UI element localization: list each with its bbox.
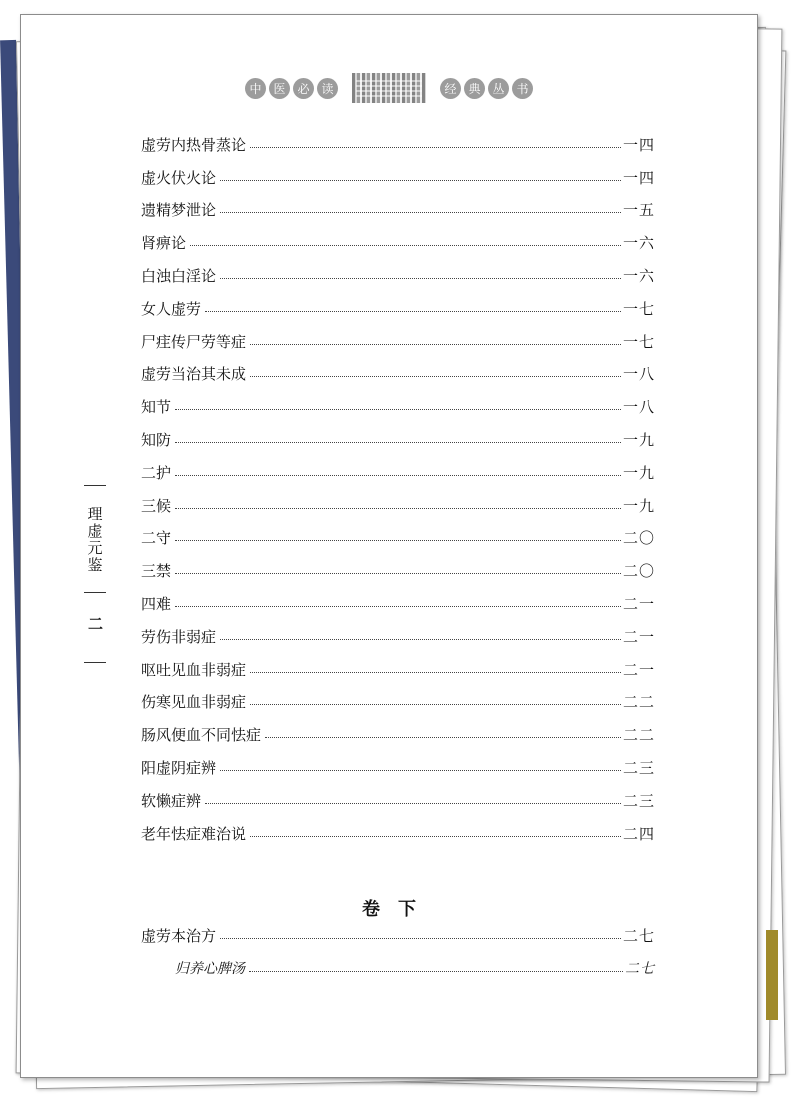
toc-entry[interactable] xyxy=(141,128,655,161)
dot-leader xyxy=(205,802,621,804)
dot-leader xyxy=(175,605,621,607)
series-char: 医 xyxy=(269,78,290,99)
toc-entry-page: 二一 xyxy=(622,660,655,679)
series-logo-icon xyxy=(352,73,426,103)
book-title: 理虚元鉴 xyxy=(85,506,104,574)
toc-entry-page: 二二 xyxy=(622,693,655,712)
page-number: 二 xyxy=(87,615,102,633)
series-char: 经 xyxy=(440,78,461,99)
toc-entry-page: 一九 xyxy=(622,463,655,482)
document-page xyxy=(20,14,758,1078)
toc-entry-title: 虚火伏火论 xyxy=(141,168,217,187)
table-of-contents-section-2 xyxy=(141,919,655,985)
dot-leader xyxy=(250,835,621,837)
series-char: 书 xyxy=(512,78,533,99)
toc-entry-title: 知节 xyxy=(141,398,172,417)
divider xyxy=(84,592,106,593)
series-header xyxy=(21,71,757,105)
toc-entry[interactable] xyxy=(141,325,655,358)
toc-entry-title: 二护 xyxy=(141,463,172,482)
series-char: 丛 xyxy=(488,78,509,99)
dot-leader xyxy=(175,441,621,443)
toc-entry-page: 一九 xyxy=(622,496,655,515)
toc-entry[interactable] xyxy=(141,919,655,952)
toc-entry-title: 遗精梦泄论 xyxy=(141,201,217,220)
toc-entry-title: 四难 xyxy=(141,595,172,614)
toc-entry[interactable] xyxy=(141,751,655,784)
toc-entry-page: 一四 xyxy=(622,135,655,154)
toc-entry-page: 二〇 xyxy=(622,529,655,548)
toc-entry-title: 虚劳本治方 xyxy=(141,926,217,945)
toc-entry-page: 一八 xyxy=(622,398,655,417)
dot-leader xyxy=(220,937,621,939)
series-name-left xyxy=(245,78,338,99)
series-name-right xyxy=(440,78,533,99)
toc-entry-title: 劳伤非弱症 xyxy=(141,627,217,646)
series-char: 中 xyxy=(245,78,266,99)
toc-entry-page: 一六 xyxy=(622,267,655,286)
toc-entry-page: 一七 xyxy=(622,332,655,351)
toc-entry-title: 归养心脾汤 xyxy=(175,961,245,978)
toc-entry[interactable] xyxy=(141,620,655,653)
toc-entry[interactable] xyxy=(141,194,655,227)
toc-entry-title: 呕吐见血非弱症 xyxy=(141,660,247,679)
toc-entry[interactable] xyxy=(141,489,655,522)
toc-entry[interactable] xyxy=(141,259,655,292)
toc-entry-page: 二四 xyxy=(622,824,655,843)
toc-entry-page: 一九 xyxy=(622,431,655,450)
toc-entry[interactable] xyxy=(141,226,655,259)
toc-entry[interactable] xyxy=(141,554,655,587)
toc-entry-title: 知防 xyxy=(141,431,172,450)
toc-entry[interactable] xyxy=(141,522,655,555)
toc-entry-title: 老年怯症难治说 xyxy=(141,824,247,843)
toc-entry-page: 二七 xyxy=(625,961,655,978)
toc-entry-page: 二一 xyxy=(622,627,655,646)
toc-entry-page: 一五 xyxy=(622,201,655,220)
dot-leader xyxy=(220,211,621,213)
toc-entry[interactable] xyxy=(141,718,655,751)
section-heading: 卷下 xyxy=(362,899,434,920)
toc-entry[interactable] xyxy=(141,161,655,194)
dot-leader xyxy=(175,507,621,509)
dot-leader xyxy=(250,343,621,345)
toc-entry-page: 一八 xyxy=(622,365,655,384)
toc-sub-entry[interactable] xyxy=(141,952,655,985)
toc-entry-page: 二三 xyxy=(622,759,655,778)
toc-entry-page: 二三 xyxy=(622,791,655,810)
toc-entry-title: 三禁 xyxy=(141,562,172,581)
dot-leader xyxy=(250,375,621,377)
dot-leader xyxy=(175,408,621,410)
toc-entry-page: 一六 xyxy=(622,234,655,253)
divider xyxy=(84,662,106,663)
toc-entry-page: 二〇 xyxy=(622,562,655,581)
toc-entry[interactable] xyxy=(141,292,655,325)
toc-entry-title: 软懒症辨 xyxy=(141,791,202,810)
background-book-edge xyxy=(766,930,778,1020)
toc-entry-title: 虚劳当治其未成 xyxy=(141,365,247,384)
series-char: 必 xyxy=(293,78,314,99)
dot-leader xyxy=(190,244,621,246)
side-margin xyxy=(69,485,121,663)
toc-entry-title: 二守 xyxy=(141,529,172,548)
toc-entry-page: 二一 xyxy=(622,595,655,614)
toc-entry-page: 二七 xyxy=(622,926,655,945)
dot-leader xyxy=(249,970,623,972)
toc-entry-title: 肾痹论 xyxy=(141,234,187,253)
dot-leader xyxy=(250,146,621,148)
dot-leader xyxy=(175,572,621,574)
dot-leader xyxy=(220,277,621,279)
toc-entry[interactable] xyxy=(141,456,655,489)
toc-entry[interactable] xyxy=(141,686,655,719)
toc-entry-title: 女人虚劳 xyxy=(141,299,202,318)
divider xyxy=(84,485,106,486)
dot-leader xyxy=(205,310,621,312)
toc-entry[interactable] xyxy=(141,587,655,620)
toc-entry-title: 肠风便血不同怯症 xyxy=(141,726,262,745)
series-char: 读 xyxy=(317,78,338,99)
toc-entry-title: 伤寒见血非弱症 xyxy=(141,693,247,712)
toc-entry-title: 尸疰传尸劳等症 xyxy=(141,332,247,351)
dot-leader xyxy=(250,671,621,673)
table-of-contents xyxy=(141,128,655,850)
series-char: 典 xyxy=(464,78,485,99)
toc-entry-page: 一七 xyxy=(622,299,655,318)
toc-entry-page: 一四 xyxy=(622,168,655,187)
dot-leader xyxy=(250,703,621,705)
toc-entry-title: 三候 xyxy=(141,496,172,515)
dot-leader xyxy=(175,474,621,476)
dot-leader xyxy=(265,736,621,738)
toc-entry[interactable] xyxy=(141,423,655,456)
toc-entry[interactable] xyxy=(141,390,655,423)
toc-entry[interactable] xyxy=(141,653,655,686)
toc-entry[interactable] xyxy=(141,358,655,391)
dot-leader xyxy=(175,539,621,541)
dot-leader xyxy=(220,638,621,640)
toc-entry-title: 阳虚阴症辨 xyxy=(141,759,217,778)
dot-leader xyxy=(220,769,621,771)
toc-entry[interactable] xyxy=(141,817,655,850)
toc-entry-title: 虚劳内热骨蒸论 xyxy=(141,135,247,154)
dot-leader xyxy=(220,179,621,181)
toc-entry[interactable] xyxy=(141,784,655,817)
toc-entry-title: 白浊白淫论 xyxy=(141,267,217,286)
toc-entry-page: 二二 xyxy=(622,726,655,745)
